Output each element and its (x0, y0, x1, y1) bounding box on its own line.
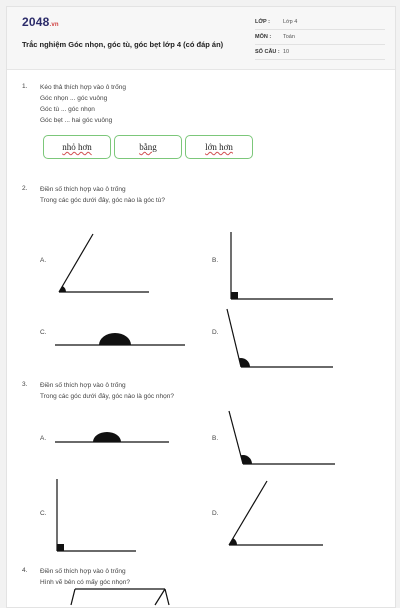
question-line: Góc tù ... góc nhọn (40, 106, 95, 113)
angle-figure-q2-d (225, 307, 335, 372)
choice-label-d: D. (212, 329, 219, 336)
question-instruction: Điền số thích hợp vào ô trống (40, 382, 126, 389)
question-line: Góc bẹt ... hai góc vuông (40, 117, 113, 124)
question-number: 1. (22, 83, 28, 90)
angle-figure-q3-b (227, 409, 337, 471)
question-instruction: Điền số thích hợp vào ô trống (40, 186, 126, 193)
meta-count-key: SỐ CÂU : (255, 49, 280, 55)
angle-figure-q2-c (51, 325, 187, 350)
shape-figure-q4 (65, 585, 175, 605)
question-number: 3. (22, 381, 28, 388)
choice-label-b: B. (212, 435, 219, 442)
drag-option-bang[interactable] (114, 135, 182, 159)
meta-count-value: 10 (283, 49, 290, 55)
choice-label-d: D. (212, 510, 219, 517)
drag-option-lon-hon[interactable] (185, 135, 253, 159)
logo-text: 2048 (22, 15, 50, 29)
drag-option-nho-hon[interactable] (43, 135, 111, 159)
option-label: lớn hơn (205, 142, 233, 152)
angle-figure-q3-c (53, 475, 138, 555)
meta-subject (255, 34, 385, 45)
worksheet-page (6, 6, 396, 608)
choice-label-b: B. (212, 257, 219, 264)
choice-label-a: A. (40, 257, 47, 264)
option-label: bằng (139, 142, 157, 152)
question-prompt: Trong các góc dưới đây, góc nào là góc tù? (40, 197, 165, 204)
question-prompt: Trong các góc dưới đây, góc nào là góc nhọn? (40, 393, 175, 400)
meta-class-value: Lớp 4 (283, 19, 298, 25)
choice-label-c: C. (40, 329, 47, 336)
meta-subject-key: MÔN : (255, 34, 272, 40)
question-instruction: Kéo thả thích hợp vào ô trống (40, 84, 126, 91)
angle-figure-q2-a (51, 229, 151, 299)
worksheet-header (7, 7, 395, 70)
angle-figure-q2-b (225, 229, 335, 304)
question-number: 2. (22, 185, 28, 192)
option-label: nhỏ hơn (62, 142, 92, 152)
meta-subject-value: Toán (283, 34, 295, 40)
question-instruction: Điền số thích hợp vào ô trống (40, 568, 126, 575)
question-prompt: Hình vẽ bên có mấy góc nhọn? (40, 579, 130, 586)
choice-label-c: C. (40, 510, 47, 517)
question-line: Góc nhọn ... góc vuông (40, 95, 108, 102)
meta-count (255, 49, 385, 60)
choice-label-a: A. (40, 435, 47, 442)
meta-class (255, 19, 385, 30)
logo-domain: .vn (49, 22, 59, 28)
question-number: 4. (22, 567, 28, 574)
angle-figure-q3-d (225, 477, 325, 549)
worksheet-title: Trắc nghiệm Góc nhọn, góc tù, góc bẹt lớp 4 (có đáp án) (22, 40, 224, 49)
meta-class-key: LỚP : (255, 19, 270, 25)
site-logo[interactable] (22, 15, 59, 29)
angle-figure-q3-a (51, 427, 171, 447)
